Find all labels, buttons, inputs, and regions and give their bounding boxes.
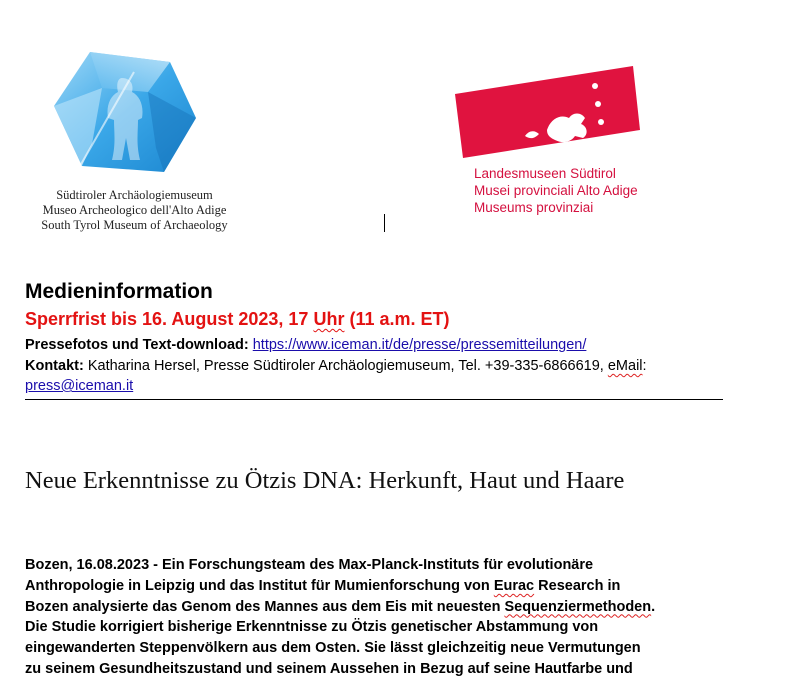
text-cursor (384, 214, 385, 232)
email-colon: : (642, 358, 647, 374)
embargo-flagged-word: Uhr (313, 309, 345, 329)
caption-line-it: Museo Archeologico dell'Alto Adige (42, 203, 227, 217)
email-link[interactable]: press@iceman.it (25, 378, 134, 394)
embargo-prefix: Sperrfrist bis 16. August 2023, 17 (25, 309, 314, 329)
press-label: Pressefotos und Text-download: (25, 337, 249, 353)
lead-line: eingewanderten Steppenvölkern aus dem Osten. Sie lässt gleichzeitig neue Vermutungen (25, 640, 641, 657)
header-divider (25, 399, 723, 400)
lm-name-de: Landesmuseen Südtirol (474, 166, 616, 181)
contact-line (25, 358, 647, 374)
lead-line: Die Studie korrigiert bisherige Erkenntnisse zu Ötzis genetischer Abstammung von (25, 619, 599, 636)
press-url-link[interactable]: https://www.iceman.it/de/presse/pressemitteilungen/ (252, 337, 587, 353)
press-download-line (25, 337, 586, 353)
landesmuseen-names (474, 165, 638, 216)
flagged-word: Eurac (493, 577, 535, 594)
museum-caption (27, 188, 242, 233)
article-lead (25, 555, 745, 680)
embargo-notice (25, 309, 450, 330)
flagged-word: Sequenziermethoden (504, 598, 652, 615)
caption-line-en: South Tyrol Museum of Archaeology (41, 218, 228, 232)
caption-line-de: Südtiroler Archäologiemuseum (56, 188, 213, 202)
lm-name-it: Musei provinciali Alto Adige (474, 183, 638, 198)
lead-line: Anthropologie in Leipzig und das Institut für Mumienforschung von Eurac Research in (25, 577, 621, 594)
media-information-title: Medieninformation (25, 280, 213, 303)
lead-line: zu seinem Gesundheitszustand und seinem Aussehen in Bezug auf seine Hautfarbe und (25, 660, 633, 677)
article-headline: Neue Erkenntnisse zu Ötzis DNA: Herkunft, Haut und Haare (25, 467, 625, 494)
lead-line: Bozen analysierte das Genom des Mannes aus dem Eis mit neuesten Sequenziermethoden. (25, 598, 656, 615)
email-label: eMail (607, 358, 643, 374)
contact-label: Kontakt: (25, 358, 84, 374)
iceman-crystal-logo-icon (52, 48, 198, 176)
embargo-suffix: (11 a.m. ET) (344, 309, 450, 329)
lead-line: Bozen, 16.08.2023 - Ein Forschungsteam des Max-Planck-Instituts für evolutionäre (25, 557, 594, 573)
eagle-ticket-logo-icon (455, 66, 640, 158)
contact-details: Katharina Hersel, Presse Südtiroler Archäologiemuseum, Tel. +39-335-6866619, (83, 358, 608, 374)
lm-name-lad: Museums provinziai (474, 200, 594, 215)
contact-email-line (25, 378, 133, 394)
